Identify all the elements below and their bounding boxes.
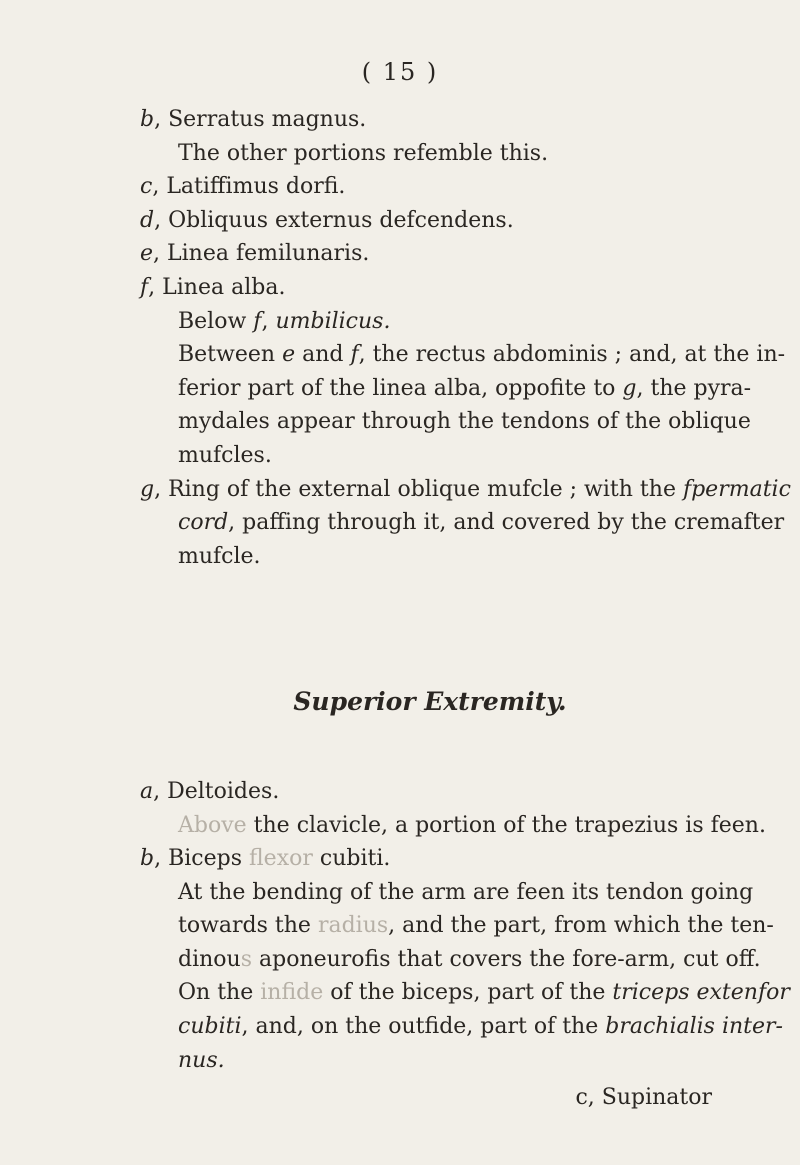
text-run: , the rectus abdominis ; and, at the in-: [358, 342, 786, 368]
entry-label: b: [140, 846, 155, 872]
entry-label: g: [140, 476, 155, 502]
page-text: [140, 103, 791, 1115]
text-run: of the biceps, part of the: [323, 980, 613, 1006]
faded-text: Above: [178, 812, 247, 838]
faded-text: s: [240, 946, 252, 972]
faded-text: flexor: [249, 846, 313, 872]
text-run: the clavicle, a portion of the trapezius is feen.: [246, 812, 766, 838]
faded-text: radius: [317, 913, 389, 939]
text-run: At the bending of the arm are feen its tendon going: [178, 879, 754, 905]
below-line: [140, 305, 720, 339]
entry-label: d: [140, 207, 155, 233]
above-line: [140, 809, 766, 843]
entry-label: g: [622, 375, 637, 401]
entry-b2: [140, 842, 720, 876]
text-run: ferior part of the linea alba, oppofite to: [178, 375, 623, 401]
continuation-line: [140, 943, 761, 977]
text-run: towards the: [178, 913, 318, 939]
text-run: mydales appear through the tendons of the oblique: [178, 409, 751, 435]
entry-c: [140, 170, 720, 204]
continuation-line: [140, 372, 752, 406]
note-text: The other portions refemble this.: [178, 140, 549, 166]
continuation-line: [140, 1044, 720, 1078]
entry-label: e: [282, 342, 296, 368]
entry-g: [140, 473, 791, 507]
text-run: aponeurofis that covers the fore-arm, cut off.: [252, 946, 761, 972]
text-run: , Biceps: [154, 846, 249, 872]
continuation-line: [140, 909, 774, 943]
entry-a: [140, 775, 720, 809]
catchword: c, Supinator: [575, 1085, 712, 1111]
note-line: [140, 137, 720, 171]
text-run: cubiti.: [312, 846, 391, 872]
text-run: mufcle.: [178, 543, 261, 569]
text-run: dinou: [178, 946, 241, 972]
entry-label: a: [140, 778, 154, 804]
text-run: Between: [178, 342, 283, 368]
entry-label: c: [140, 174, 153, 200]
entry-text: , Deltoides.: [153, 778, 280, 804]
entry-text: , Linea femilunaris.: [153, 241, 370, 267]
text-run: , the pyra-: [636, 375, 752, 401]
italic-term: cord: [178, 510, 229, 536]
text-run: On the: [178, 980, 261, 1006]
entry-b: [140, 103, 720, 137]
continuation-line: [140, 540, 720, 574]
text-run: , and, on the outfide, part of the: [241, 1014, 606, 1040]
italic-term: brachialis inter-: [605, 1014, 783, 1040]
entry-label: f: [140, 274, 149, 300]
italic-term: nus.: [178, 1047, 225, 1073]
text-run: , and the part, from which the ten-: [388, 913, 774, 939]
faded-text: infide: [260, 980, 324, 1006]
text-run: ,: [261, 308, 276, 334]
continuation-line: [140, 439, 720, 473]
entry-label: b: [140, 107, 155, 132]
text-run: Below: [178, 308, 254, 334]
text-run: , Ring of the external oblique mufcle ; with the: [154, 476, 683, 502]
entry-label: f: [350, 342, 359, 368]
entry-text: , Obliquus externus defcendens.: [154, 207, 514, 233]
page-number: ( 15 ): [361, 58, 439, 86]
continuation-line: [140, 1010, 783, 1044]
continuation-line: [140, 506, 785, 540]
italic-term: cubiti: [178, 1014, 242, 1040]
italic-term: triceps extenfor: [612, 980, 790, 1006]
entry-text: , Latiffimus dorfi.: [152, 174, 346, 200]
entry-d: [140, 204, 720, 238]
text-run: and: [295, 342, 351, 368]
inside-line: [140, 976, 790, 1010]
bending-line: [140, 876, 754, 910]
entry-text: , Linea alba.: [148, 274, 286, 300]
entry-f: [140, 271, 720, 305]
entry-text: , Serratus magnus.: [154, 107, 367, 132]
italic-term: umbilicus.: [275, 308, 391, 334]
text-run: , paffing through it, and covered by the cremafter: [228, 510, 785, 536]
entry-label: f: [253, 308, 262, 334]
between-line: [140, 338, 786, 372]
entry-e: [140, 237, 720, 271]
entry-label: e: [140, 241, 154, 267]
text-run: mufcles.: [178, 442, 272, 468]
italic-term: fpermatic: [682, 476, 791, 502]
continuation-line: [140, 405, 751, 439]
section-heading: Superior Extremity.: [293, 687, 567, 717]
